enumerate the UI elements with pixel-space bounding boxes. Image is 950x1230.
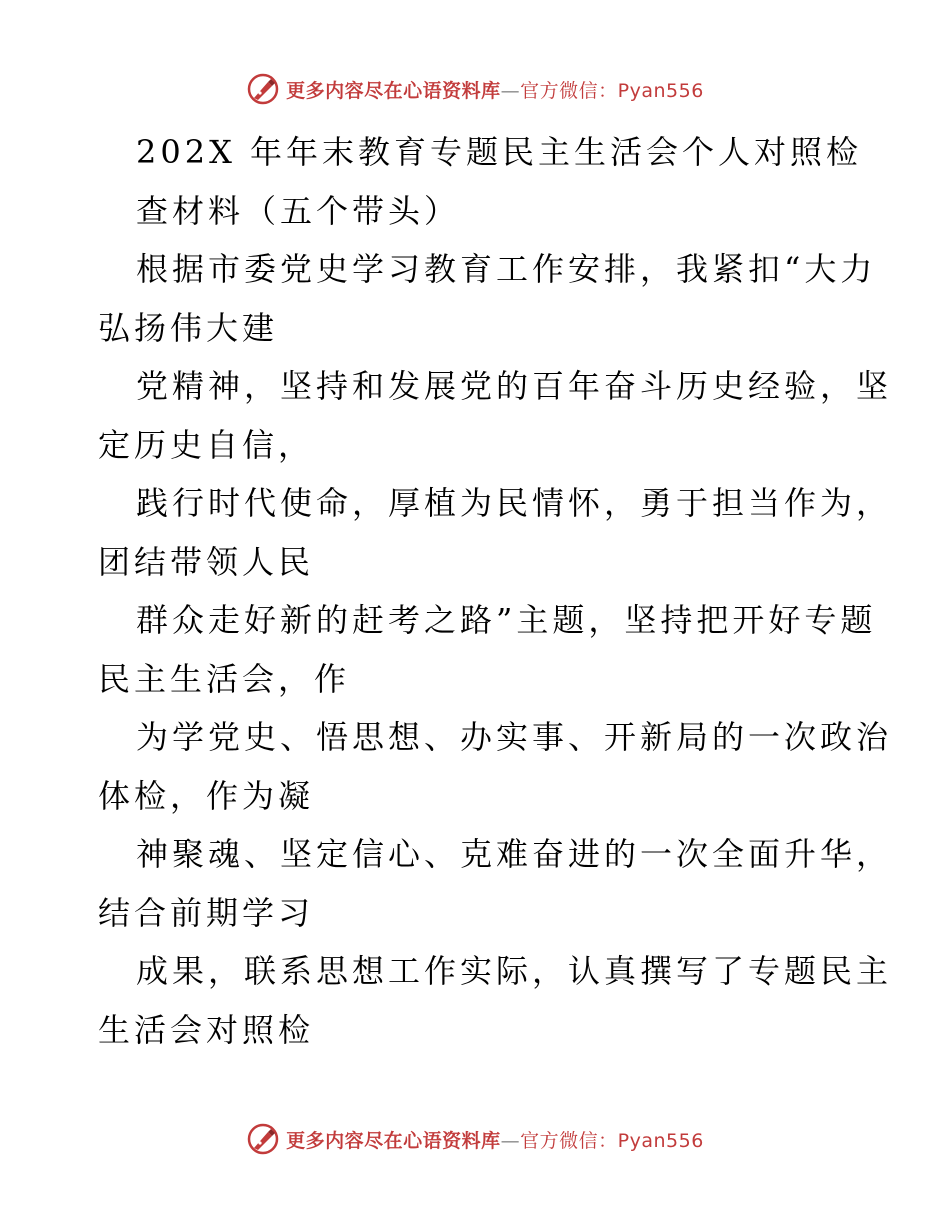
paragraph-line: 弘扬伟大建 xyxy=(98,308,279,347)
paragraph-line: 神聚魂、坚定信心、克难奋进的一次全面升华， xyxy=(136,835,893,873)
pen-nib-logo-icon xyxy=(246,1122,280,1156)
watermark-separator: — xyxy=(500,1129,521,1152)
watermark-brand-name: 更多内容尽在心语资料库 xyxy=(286,79,501,102)
paragraph-line: 根据市委党史学习教育工作安排，我紧扣“大力 xyxy=(136,250,877,288)
paragraph-line: 民主生活会，作 xyxy=(98,659,351,698)
paragraph-line: 为学党史、悟思想、办实事、开新局的一次政治 xyxy=(136,718,893,756)
paragraph-line: 群众走好新的赶考之路”主题，坚持把开好专题 xyxy=(136,601,877,639)
page-footer-watermark xyxy=(0,1122,950,1156)
watermark-contact: 官方微信：Pyan556 xyxy=(520,1129,704,1152)
paragraph-line: 党精神，坚持和发展党的百年奋斗历史经验，坚 xyxy=(136,367,893,405)
pen-nib-logo-icon xyxy=(246,72,280,106)
watermark-brand-name: 更多内容尽在心语资料库 xyxy=(286,1129,501,1152)
paragraph-line: 团结带领人民 xyxy=(98,542,315,581)
document-title-line-2: 查材料（五个带头） xyxy=(136,191,461,230)
document-title-line-1: 202X 年年末教育专题民主生活会个人对照检 xyxy=(136,133,863,171)
watermark-brand xyxy=(246,1122,704,1156)
watermark-contact: 官方微信：Pyan556 xyxy=(520,79,704,102)
paragraph-line: 结合前期学习 xyxy=(98,893,315,932)
watermark-separator: — xyxy=(500,79,521,102)
paragraph-line: 践行时代使命，厚植为民情怀，勇于担当作为， xyxy=(136,484,893,522)
paragraph-line: 定历史自信， xyxy=(98,425,315,464)
paragraph-line: 生活会对照检 xyxy=(98,1010,315,1049)
paragraph-line: 成果，联系思想工作实际，认真撰写了专题民主 xyxy=(136,952,893,990)
watermark-brand xyxy=(246,72,704,106)
document-body xyxy=(98,123,893,1059)
page-header-watermark xyxy=(0,72,950,106)
paragraph-line: 体检，作为凝 xyxy=(98,776,315,815)
